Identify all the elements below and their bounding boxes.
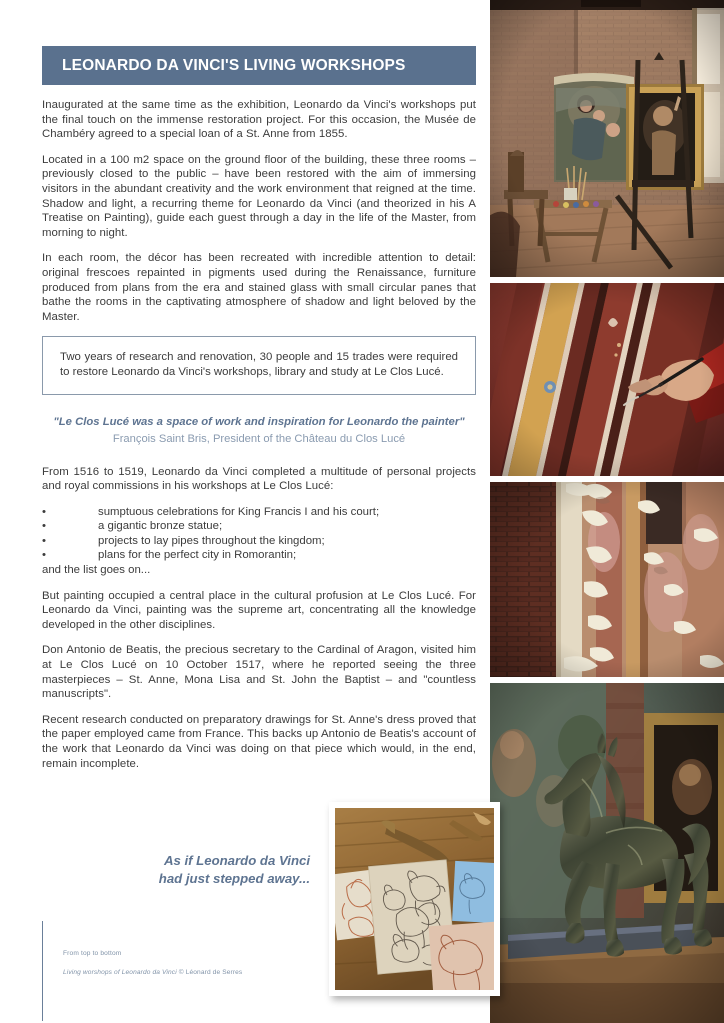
list-tail: and the list goes on... bbox=[42, 564, 151, 577]
article-body bbox=[42, 98, 476, 782]
bullet-icon: • bbox=[42, 505, 46, 518]
credits-heading: From top to bottom bbox=[63, 950, 122, 957]
paragraph: Located in a 100 m2 space on the ground floor of the building, these three rooms – previously closed to the public – have been restored with the aim of immersing visitors in the abundant creativity and the work environment that reigned at the time. Shadow and light, a recurring theme for Leonardo da Vinci (and theorized in his A Treatise on Painting), guide each guest through a day in the life of the Master, from morning to night. bbox=[42, 153, 476, 239]
list-item-label: projects to lay pipes throughout the kingdom; bbox=[98, 534, 325, 547]
photo-bronze-horse-statue-on-table bbox=[486, 683, 724, 1023]
list-item bbox=[42, 548, 476, 563]
photo-column bbox=[480, 0, 724, 1023]
list-intro: From 1516 to 1519, Leonardo da Vinci completed a multitude of personal projects and royal commissions in his workshops at Le Clos Lucé: bbox=[42, 465, 476, 493]
bullet-icon: • bbox=[42, 520, 46, 533]
paragraph: Don Antonio de Beatis, the precious secretary to the Cardinal of Aragon, visited him at Le Clos Lucé on 10 October 1517, where he reported seeing the three masterpieces – St. Anne, Mona Lisa and St. John the Baptist – and "countless manuscripts". bbox=[42, 644, 476, 701]
quote-attribution: François Saint Bris, President of the Château du Clos Lucé bbox=[112, 432, 406, 445]
tagline-line-1: As if Leonardo da Vinci bbox=[163, 853, 310, 868]
footer-divider-rule bbox=[42, 921, 43, 1021]
projects-list bbox=[42, 505, 476, 563]
photo-workshop-room-with-easel-and-paintings bbox=[486, 0, 724, 277]
pull-quote bbox=[42, 415, 476, 447]
quote-text: "Le Clos Lucé was a space of work and inspiration for Leonardo the painter" bbox=[53, 415, 465, 428]
paragraph: Recent research conducted on preparatory drawings for St. Anne's dress proved that the paper employed came from France. This backs up Antonio de Beatis's account of the work that Leonardo da Vinci was doing on that piece which would, in the end, remain incomplete. bbox=[42, 713, 476, 770]
callout-box bbox=[42, 336, 476, 394]
list-item-label: sumptuous celebrations for King Francis I and his court; bbox=[98, 505, 380, 518]
section-banner bbox=[42, 46, 476, 85]
paragraph: In each room, the décor has been recreated with incredible attention to detail: original frescoes repainted in pigments used during the Renaissance, furniture produced from plans from the era and stained glass with small circular panes that bathe the rooms in the captivating atmosphere of shadow and light beloved by the Master. bbox=[42, 252, 476, 323]
photo-hand-painting-decorative-stripes bbox=[486, 283, 724, 476]
bullet-icon: • bbox=[42, 549, 46, 562]
closing-tagline bbox=[42, 852, 310, 887]
photo-fresco-plaster-restoration-on-brick-wall bbox=[486, 482, 724, 677]
credit-title: Living worshops of Leonardo da Vinci bbox=[63, 969, 177, 976]
bullet-icon: • bbox=[42, 534, 46, 547]
page-title: LEONARDO DA VINCI'S LIVING WORKSHOPS bbox=[62, 56, 406, 74]
tagline-line-2: had just stepped away... bbox=[158, 870, 310, 886]
photo-credits bbox=[63, 948, 363, 979]
credits-line bbox=[63, 967, 363, 979]
list-item bbox=[42, 519, 476, 534]
paragraph: Inaugurated at the same time as the exhibition, Leonardo da Vinci's workshops put the final touch on the immense restoration project. For this occasion, the Musée de Chambéry agreed to a special loan of a St. Anne from 1855. bbox=[42, 99, 476, 141]
list-item-label: plans for the perfect city in Romorantin; bbox=[98, 549, 297, 562]
list-item bbox=[42, 534, 476, 549]
list-item bbox=[42, 505, 476, 520]
list-item-label: a gigantic bronze statue; bbox=[98, 520, 223, 533]
callout-text: Two years of research and renovation, 30 people and 15 trades were required to restore Leonardo da Vinci's workshops, library and study at Le Clos Lucé. bbox=[60, 351, 458, 378]
paragraph: But painting occupied a central place in the cultural profusion at Le Clos Lucé. For Leonardo da Vinci, painting was the supreme art, concentrating all the knowledge developed in the other disciplines. bbox=[42, 589, 476, 631]
credit-author: © Léonard de Serres bbox=[176, 969, 243, 976]
photo-leonardo-horse-sketches-on-paper bbox=[329, 802, 500, 996]
